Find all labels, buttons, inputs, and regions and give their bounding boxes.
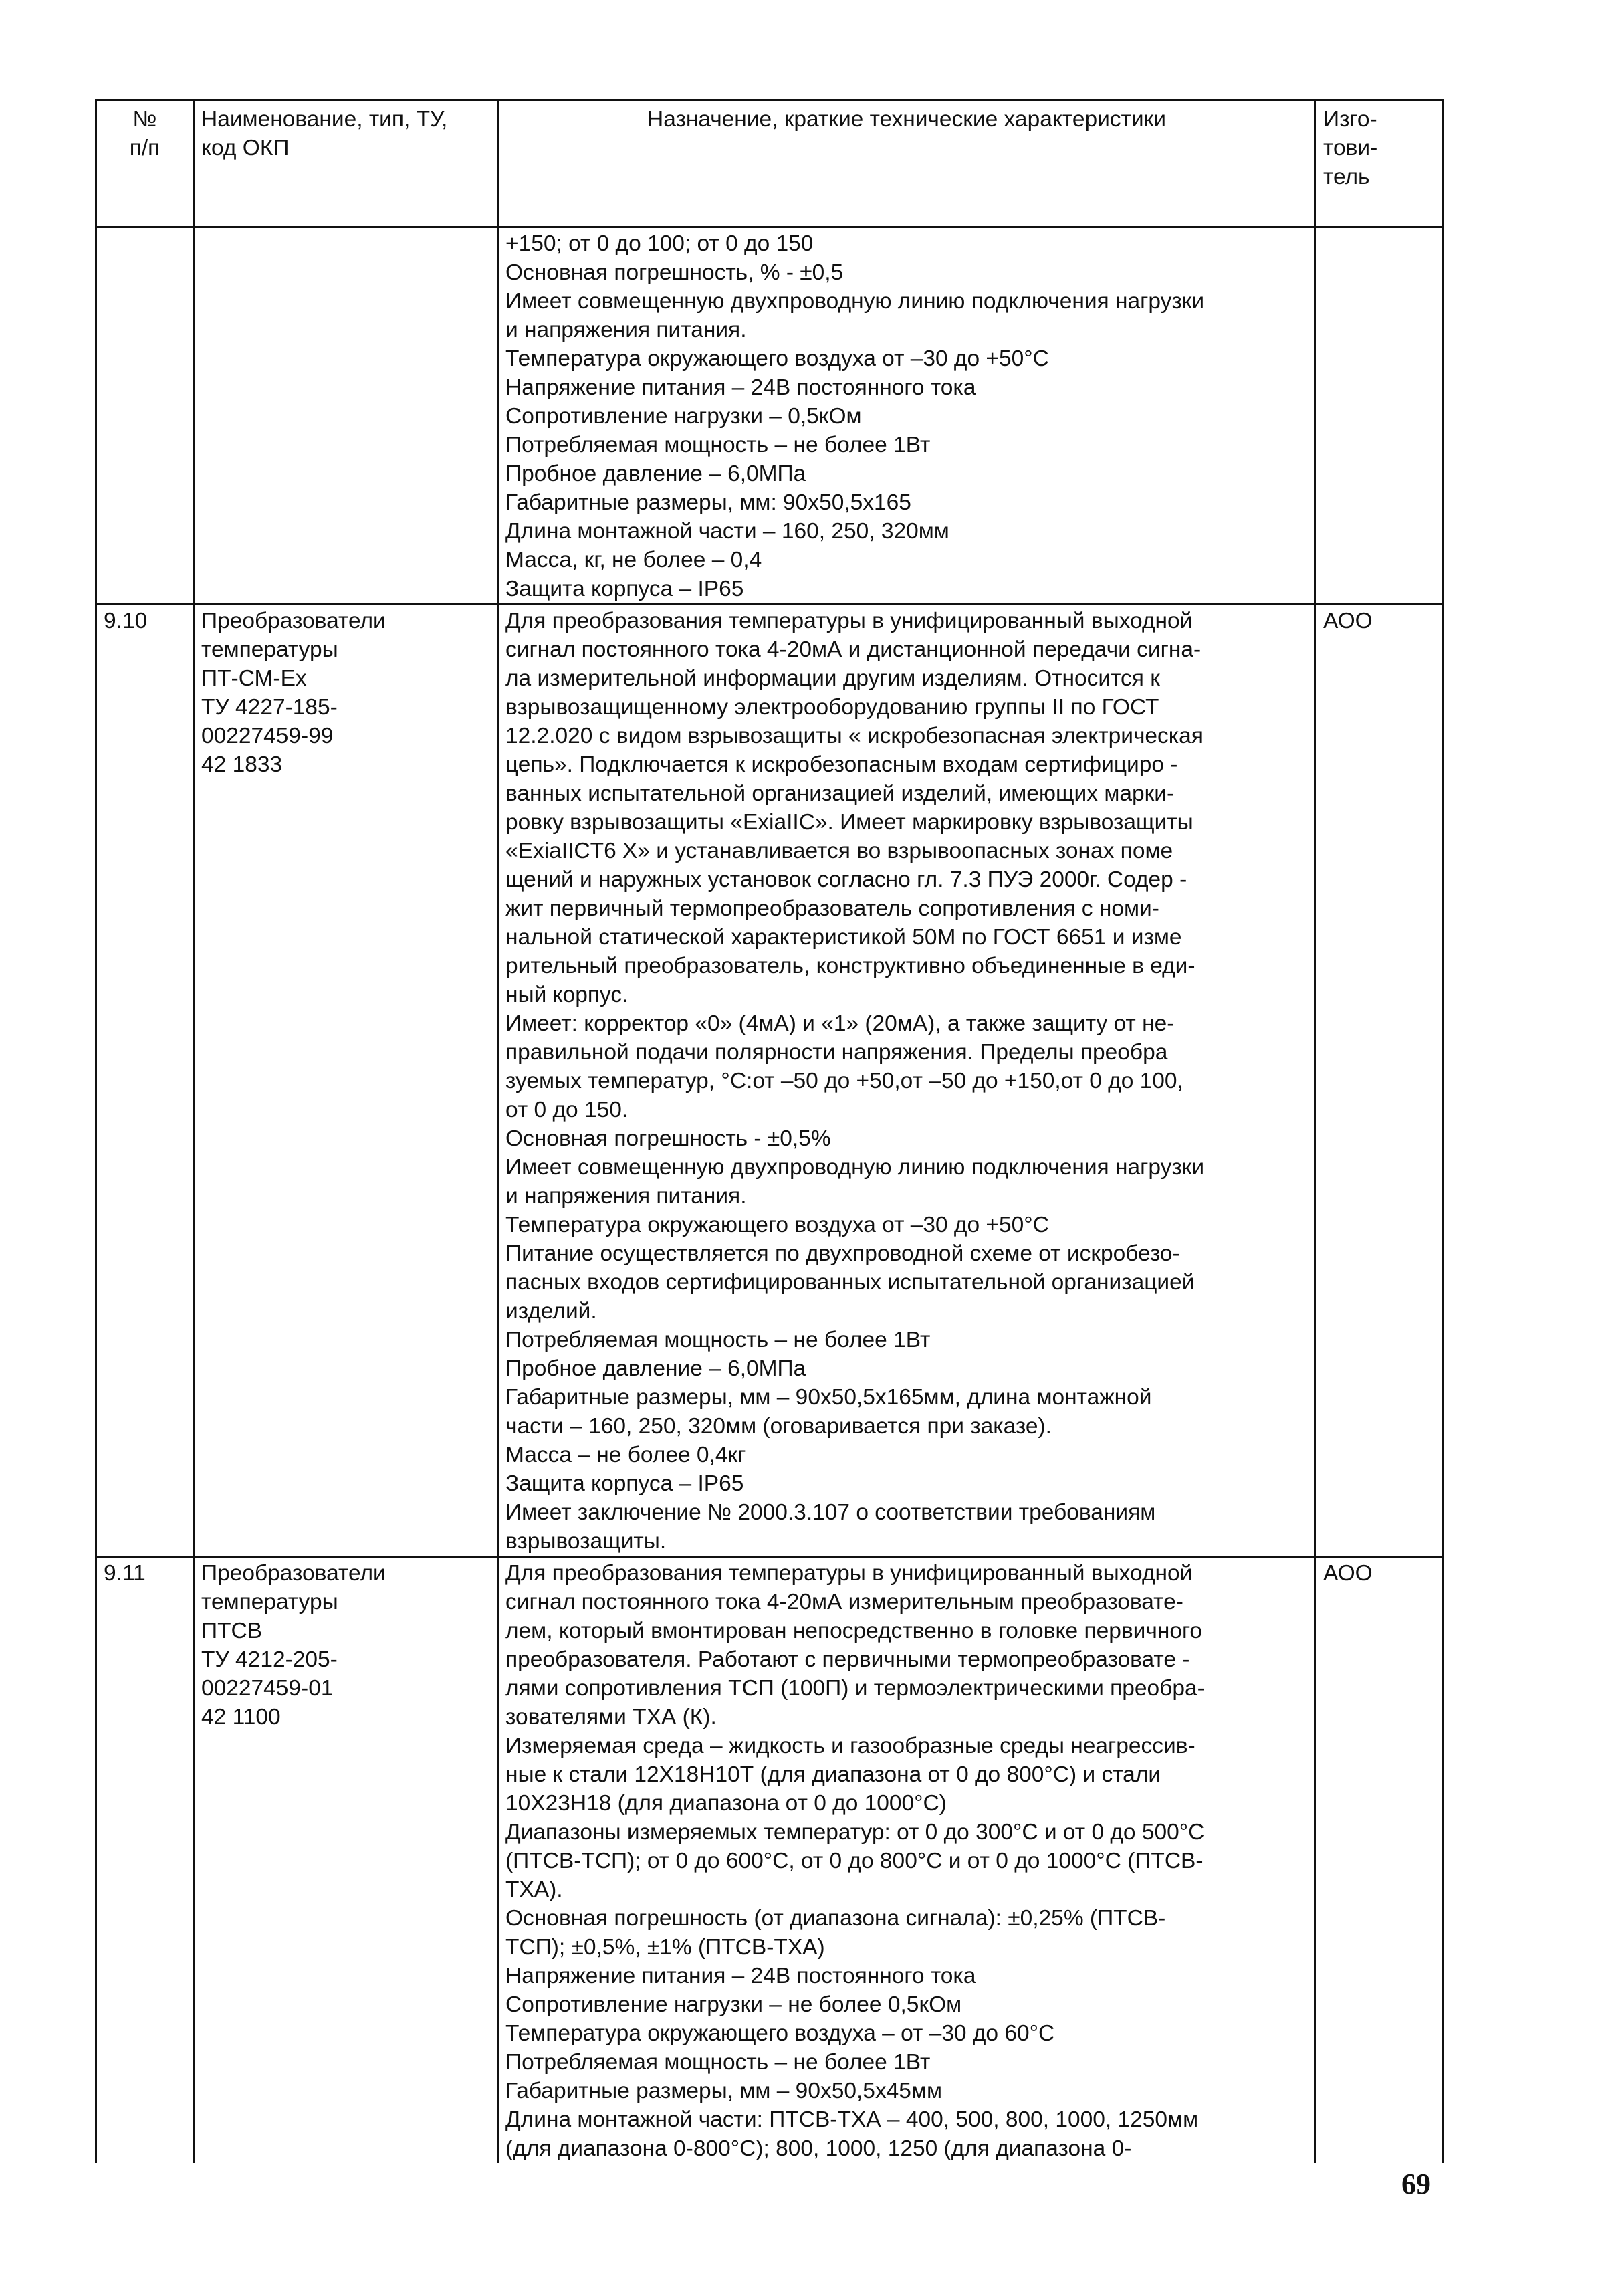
row-number: 9.10 bbox=[96, 605, 194, 1557]
text-line: Напряжение питания – 24В постоянного тока bbox=[505, 1964, 976, 1988]
text-line: сигнал постоянного тока 4-20мА измерительным преобразовате- bbox=[505, 1590, 1183, 1614]
row-manufacturer: АОО bbox=[1316, 1557, 1444, 2164]
text-line: Защита корпуса – IP65 bbox=[505, 577, 744, 601]
text-line: Температура окружающего воздуха от –30 до +50°С bbox=[505, 1213, 1049, 1237]
text-line: Температура окружающего воздуха – от –30 до 60°С bbox=[505, 2021, 1055, 2046]
text-line: ванных испытательной организацией изделий, имеющих марки- bbox=[505, 781, 1175, 806]
text-line: Габаритные размеры, мм – 90х50,5х45мм bbox=[505, 2079, 942, 2103]
text-line: ПТ-СМ-Ех bbox=[201, 666, 307, 691]
text-line: преобразователя. Работают с первичными термопреобразовате - bbox=[505, 1647, 1190, 1672]
text-line: Основная погрешность (от диапазона сигнала): ±0,25% (ПТСВ- bbox=[505, 1906, 1166, 1931]
header-name-type-tu: Наименование, тип, ТУ, код ОКП bbox=[194, 100, 498, 227]
table-row bbox=[96, 227, 1444, 605]
text-line: и напряжения питания. bbox=[505, 318, 747, 342]
text-line: взрывозащиты. bbox=[505, 1529, 667, 1554]
text-line: части – 160, 250, 320мм (оговаривается при заказе). bbox=[505, 1414, 1052, 1439]
row-name bbox=[194, 227, 498, 605]
table-row bbox=[96, 605, 1444, 1557]
text-line: ла измерительной информации другим изделиям. Относится к bbox=[505, 666, 1160, 691]
text-line: ТУ 4227-185- bbox=[201, 695, 338, 720]
text-line: жит первичный термопреобразователь сопротивления с номи- bbox=[505, 896, 1159, 921]
text-line: Пробное давление – 6,0МПа bbox=[505, 1356, 806, 1381]
text-line: Сопротивление нагрузки – 0,5кОм bbox=[505, 404, 862, 429]
text-line: Сопротивление нагрузки – не более 0,5кОм bbox=[505, 1992, 962, 2017]
text-line: 10Х23Н18 (для диапазона от 0 до 1000°С) bbox=[505, 1791, 947, 1816]
text-line: Для преобразования температуры в унифицированный выходной bbox=[505, 609, 1193, 633]
text-line: и напряжения питания. bbox=[505, 1184, 747, 1209]
text-line: правильной подачи полярности напряжения. Пределы преобра bbox=[505, 1040, 1168, 1065]
text-line: Масса – не более 0,4кг bbox=[505, 1443, 746, 1467]
text-line: Преобразователи bbox=[201, 1561, 386, 1586]
row-name bbox=[194, 605, 498, 1557]
text-line: взрывозащищенному электрооборудованию группы II по ГОСТ bbox=[505, 695, 1159, 720]
text-line: ТХА). bbox=[505, 1877, 563, 1902]
text-line: Преобразователи bbox=[201, 609, 386, 633]
text-line: 42 1833 bbox=[201, 752, 283, 777]
text-line: 42 1100 bbox=[201, 1705, 281, 1730]
text-line: 12.2.020 с видом взрывозащиты « искробезопасная электрическая bbox=[505, 724, 1204, 748]
text-line: «ExiaIICT6 X» и устанавливается во взрывоопасных зонах поме bbox=[505, 839, 1173, 863]
text-line: Масса, кг, не более – 0,4 bbox=[505, 548, 762, 572]
text-line: (ПТСВ-ТСП); от 0 до 600°С, от 0 до 800°С и от 0 до 1000°С (ПТСВ- bbox=[505, 1849, 1204, 1873]
text-line: Диапазоны измеряемых температур: от 0 до 300°С и от 0 до 500°С bbox=[505, 1820, 1205, 1845]
table-row bbox=[96, 1557, 1444, 2164]
text-line: Потребляемая мощность – не более 1Вт bbox=[505, 1328, 931, 1352]
text-line: Для преобразования температуры в унифицированный выходной bbox=[505, 1561, 1193, 1586]
text-line: от 0 до 150. bbox=[505, 1098, 628, 1122]
text-line: Имеет совмещенную двухпроводную линию подключения нагрузки bbox=[505, 289, 1205, 314]
text-line: Измеряемая среда – жидкость и газообразные среды неагрессив- bbox=[505, 1734, 1195, 1758]
text-line: Имеет совмещенную двухпроводную линию подключения нагрузки bbox=[505, 1155, 1205, 1180]
header-manufacturer: Изго- тови- тель bbox=[1316, 100, 1444, 227]
text-line: Габаритные размеры, мм: 90х50,5х165 bbox=[505, 490, 911, 515]
text-line: щений и наружных установок согласно гл. 7.3 ПУЭ 2000г. Содер - bbox=[505, 867, 1187, 892]
row-name bbox=[194, 1557, 498, 2164]
specifications-table bbox=[95, 99, 1444, 2163]
text-line: Имеет заключение № 2000.3.107 о соответствии требованиям bbox=[505, 1500, 1156, 1525]
text-line: ровку взрывозащиты «ExiaIIC». Имеет маркировку взрывозащиты bbox=[505, 810, 1193, 835]
text-line: +150; от 0 до 100; от 0 до 150 bbox=[505, 231, 814, 256]
text-line: Длина монтажной части: ПТСВ-ТХА – 400, 500, 800, 1000, 1250мм bbox=[505, 2107, 1199, 2132]
text-line: Температура окружающего воздуха от –30 до +50°С bbox=[505, 346, 1049, 371]
text-line: 00227459-99 bbox=[201, 724, 334, 748]
text-line: лем, который вмонтирован непосредственно в головке первичного bbox=[505, 1619, 1203, 1643]
row-manufacturer bbox=[1316, 227, 1444, 605]
text-line: (для диапазона 0-800°С); 800, 1000, 1250 (для диапазона 0- bbox=[505, 2136, 1132, 2161]
text-line: Напряжение питания – 24В постоянного тока bbox=[505, 375, 976, 400]
text-line: 00227459-01 bbox=[201, 1676, 334, 1701]
header-number: № п/п bbox=[96, 100, 194, 227]
text-line: Потребляемая мощность – не более 1Вт bbox=[505, 433, 931, 457]
text-line: Защита корпуса – IP65 bbox=[505, 1471, 744, 1496]
text-line: цепь». Подключается к искробезопасным входам сертифициро - bbox=[505, 752, 1178, 777]
text-line: Габаритные размеры, мм – 90х50,5х165мм, длина монтажной bbox=[505, 1385, 1152, 1410]
row-number bbox=[96, 227, 194, 605]
text-line: Питание осуществляется по двухпроводной схеме от искробезо- bbox=[505, 1241, 1180, 1266]
text-line: Потребляемая мощность – не более 1Вт bbox=[505, 2050, 931, 2075]
text-line: Пробное давление – 6,0МПа bbox=[505, 461, 806, 486]
row-description bbox=[498, 1557, 1316, 2164]
text-line: сигнал постоянного тока 4-20мА и дистанционной передачи сигна- bbox=[505, 637, 1201, 662]
text-line: ПТСВ bbox=[201, 1619, 263, 1643]
text-line: Основная погрешность, % - ±0,5 bbox=[505, 260, 844, 285]
page-number: 69 bbox=[1401, 2168, 1431, 2200]
text-line: ный корпус. bbox=[505, 982, 628, 1007]
text-line: зователями ТХА (К). bbox=[505, 1705, 717, 1730]
text-line: Длина монтажной части – 160, 250, 320мм bbox=[505, 519, 949, 544]
text-line: температуры bbox=[201, 1590, 338, 1614]
row-description bbox=[498, 605, 1316, 1557]
text-line: ные к стали 12Х18Н10Т (для диапазона от 0 до 800°С) и стали bbox=[505, 1762, 1161, 1787]
row-description bbox=[498, 227, 1316, 605]
text-line: лями сопротивления ТСП (100П) и термоэлектрическими преобра- bbox=[505, 1676, 1205, 1701]
text-line: ТУ 4212-205- bbox=[201, 1647, 338, 1672]
text-line: рительный преобразователь, конструктивно объединенные в еди- bbox=[505, 954, 1195, 978]
text-line: пасных входов сертифицированных испытательной организацией bbox=[505, 1270, 1195, 1295]
table-header-row bbox=[96, 100, 1444, 227]
row-number: 9.11 bbox=[96, 1557, 194, 2164]
text-line: изделий. bbox=[505, 1299, 597, 1324]
text-line: Имеет: корректор «0» (4мА) и «1» (20мА), а также защиту от не- bbox=[505, 1011, 1175, 1036]
header-purpose-characteristics: Назначение, краткие технические характеристики bbox=[498, 100, 1316, 227]
text-line: нальной статической характеристикой 50М по ГОСТ 6651 и изме bbox=[505, 925, 1182, 950]
text-line: зуемых температур, °С:от –50 до +50,от –50 до +150,от 0 до 100, bbox=[505, 1069, 1183, 1093]
row-manufacturer: АОО bbox=[1316, 605, 1444, 1557]
text-line: температуры bbox=[201, 637, 338, 662]
text-line: Основная погрешность - ±0,5% bbox=[505, 1126, 831, 1151]
text-line: ТСП); ±0,5%, ±1% (ПТСВ-ТХА) bbox=[505, 1935, 825, 1960]
